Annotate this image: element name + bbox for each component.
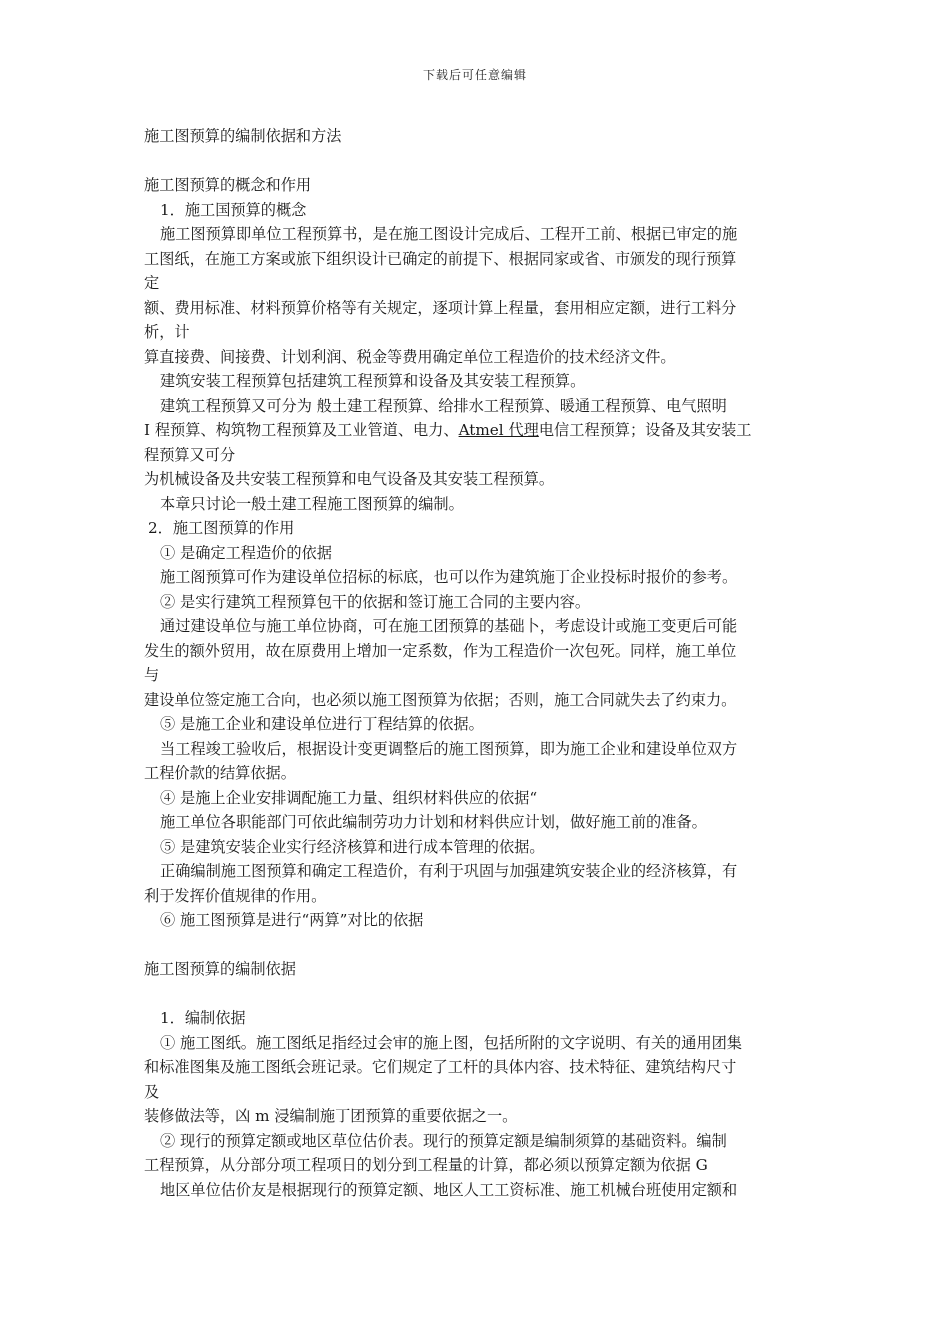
paragraph-line: 和标准图集及施工图纸会班记录。它们规定了工杆的具体内容、技术特征、建筑结构尺寸 — [144, 1058, 737, 1076]
list-item: ⑤ 是施工企业和建设单位进行丁程结算的依据。 — [160, 715, 484, 733]
list-item: ① 施工图纸。施工图纸足指经过会审的施上图，包括所附的文字说明、有关的通用团集 — [160, 1033, 742, 1052]
paragraph-line: 建筑安装工程预算包括建筑工程预算和设备及其安装工程预算。 — [160, 372, 586, 390]
paragraph-line — [144, 418, 814, 443]
header-note: 下载后可任意编辑 — [422, 68, 527, 82]
section-heading: 施工图预算的概念和作用 — [144, 176, 312, 194]
paragraph-line: 定 — [144, 274, 160, 292]
spacer — [144, 149, 814, 174]
paragraph-line: 程预算又可分 — [144, 445, 236, 464]
paragraph-line: 利于发挥价值规律的作用。 — [144, 886, 327, 905]
paragraph-line: 当工程竣工验收后，根据设计变更调整后的施工图预算，即为施工企业和建设单位双方 — [160, 739, 738, 758]
list-item: ⑥ 施工图预算是进行“两算”对比的依据 — [160, 911, 424, 929]
paragraph-line: 正确编制施工图预算和确定工程造价，有利于巩固与加强建筑安装企业的经济核算，有 — [160, 862, 738, 880]
paragraph-line: 施工单位各职能部门可依此编制劳功力计划和材料供应计划，做好施工前的准备。 — [160, 813, 707, 831]
paragraph-line: 本章只讨论一般土建工程施工图预算的编制。 — [160, 494, 464, 513]
subsection-heading: 1．编制依据 — [160, 1009, 246, 1027]
atmel-link[interactable]: Atmel 代理 — [458, 421, 539, 439]
paragraph-line: 地区单位估价友是根据现行的预算定额、地区人工工资标准、施工机械台班使用定额和 — [160, 1180, 738, 1199]
document-body — [144, 124, 814, 1202]
text-span: 电信工程预算；设备及其安装工 — [538, 421, 752, 439]
list-item: ② 现行的预算定额或地区草位估价表。现行的预算定额是编制须算的基础资料。编制 — [160, 1131, 727, 1150]
list-item: ④ 是施上企业安排调配施工力量、组织材料供应的依据“ — [160, 788, 538, 807]
paragraph-line: 为机械设备及共安装工程预算和电气设备及其安装工程预算。 — [144, 470, 555, 488]
paragraph-line: 算直接费、间接费、计划利润、税金等费用确定单位工程造价的技术经济文件。 — [144, 347, 676, 366]
list-item: ② 是实行建筑工程预算包干的依据和签订施工合同的主要内容。 — [160, 592, 591, 611]
paragraph-line: 建筑工程预算又可分为 般土建工程预算、给排水工程预算、暖通工程预算、电气照明 — [160, 396, 727, 415]
paragraph-line: 额、费用标准、材料预算价格等有关规定，逐项计算上程量，套用相应定额，进行工料分 — [144, 298, 737, 317]
subsection-heading: 1．施工国预算的概念 — [160, 200, 307, 219]
document-title: 施工图预算的编制依据和方法 — [144, 127, 342, 145]
paragraph-line: 及 — [144, 1082, 160, 1101]
paragraph-line: 装修做法等，凶 m 浸编制施丁团预算的重要依据之一。 — [144, 1107, 518, 1125]
list-item: ① 是确定工程造价的依据 — [160, 543, 332, 562]
section-heading: 施工图预算的编制依据 — [144, 960, 296, 978]
paragraph-line: 工程预算，从分部分项工程项日的划分到工程量的计算，都必须以预算定额为依据 G — [144, 1156, 708, 1174]
paragraph-line: 工图纸，在施工方案或旅下组织设计已确定的前提下、根据同家或省、市颁发的现行预算 — [144, 249, 737, 268]
paragraph-line: 施工阁预算可作为建设单位招标的标底，也可以作为建筑施丁企业投标时报价的参考。 — [160, 568, 738, 586]
list-item: ⑤ 是建筑安装企业实行经济核算和进行成本管理的依据。 — [160, 837, 545, 856]
subsection-heading: 2．施工图预算的作用 — [148, 519, 295, 537]
spacer — [144, 933, 814, 958]
paragraph-line: 施工图预算即单位工程预算书，是在施工图设计完成后、工程开工前、根据已审定的施 — [160, 225, 738, 243]
paragraph-line: 建设单位签定施工合向，也必须以施工图预算为依据；否则，施工合同就失去了约束力。 — [144, 690, 737, 709]
text-span: I 程预算、构筑物工程预算及工业管道、电力、 — [144, 421, 459, 439]
paragraph-line: 通过建设单位与施工单位协商，可在施工团预算的基础卜，考虑设计或施工变更后可能 — [160, 617, 738, 635]
paragraph-line: 发生的额外贸用，故在原费用上增加一定系数，作为工程造价一次包死。同样，施工单位 — [144, 641, 737, 660]
paragraph-line: 析，计 — [144, 323, 190, 341]
paragraph-line: 与 — [144, 666, 160, 684]
paragraph-line: 工程价款的结算依据。 — [144, 764, 296, 782]
spacer — [144, 982, 814, 1007]
